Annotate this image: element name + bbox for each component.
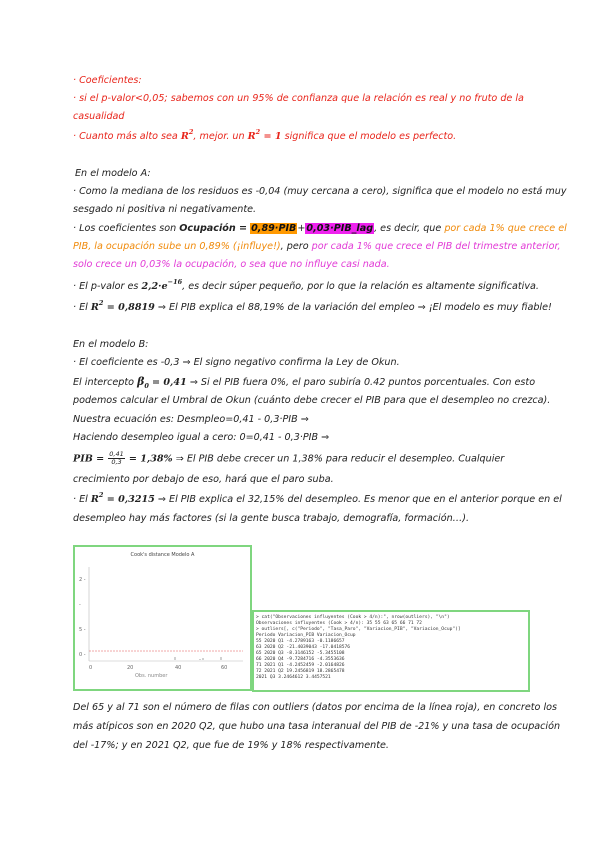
model-b-pib-threshold-line2: crecimiento por debajo de eso, hará que el paro suba. [73, 474, 334, 485]
x-tick: 0 [89, 665, 93, 671]
model-a-median-line2: sesgado ni positiva ni negativamente. [73, 204, 257, 215]
model-b-intercept-line2: podemos calcular el Umbral de Okun (cuánto debe crecer el PIB para que el desempleo no crezca). [73, 395, 551, 406]
model-a-coef-line3: solo crece un 0,03% la ocupación, o sea que no influye casi nada. [73, 259, 390, 270]
r-console-output [252, 610, 530, 692]
cooks-distance-plot [73, 545, 252, 691]
console-line: > cat("Observaciones influyentes (Cook > 4/n):", nrow(outliers), "\n") [256, 615, 450, 620]
x-tick: 40 [175, 665, 182, 671]
console-line: 71 2021 Q1 -4.2452459 -2.0164826 [256, 663, 345, 668]
model-a-coef-line2: PIB, la ocupación sube un 0,89% (¡influye!), pero por cada 1% que crece el PIB del trimestre anterior, [73, 241, 561, 252]
console-line: 72 2021 Q2 19.2456819 18.2865478 [256, 669, 345, 674]
conclusion-line3: del -17%; y en 2021 Q2, que fue de 19% y 18% respectivamente. [73, 740, 389, 751]
console-line: 66 2020 Q4 -9.7284716 -4.3553636 [256, 657, 345, 662]
model-a-r2-line: · El $R^2 = 0,8819$ ⇒ El PIB explica el 88,19% de la variación del empleo ⇒ ¡El modelo es muy fiable! [73, 299, 552, 313]
model-a-pvalue-line: · El p-valor es $2,2\cdot e^{-16}$, es decir súper pequeño, por lo que la relación es altamente significativa. [73, 278, 539, 292]
model-b-zero-equation: Haciendo desempleo igual a cero: 0=0,41 - 0,3·PIB ⇒ [73, 432, 330, 443]
conclusion-line2: más atípicos son en 2020 Q2, que hubo una tasa interanual del PIB de -21% y una tasa de ocupación [73, 721, 561, 732]
console-line: Observaciones influyentes (Cook > 4/n): 35 55 63 65 66 71 72 [256, 621, 422, 626]
model-b-r2-line1: · El $R^2 = 0,3215$ ⇒ El PIB explica el 32,15% del desempleo. Es menor que en el anterior porque en el [73, 491, 562, 505]
model-b-heading: En el modelo B: [73, 339, 149, 350]
model-b-equation: Nuestra ecuación es: Desmpleo=0,41 - 0,3·PIB ⇒ [73, 414, 309, 425]
y-tick: 5 - [79, 627, 86, 633]
highlight-pib-lag-coef: 0,03·PIB_lag [306, 223, 374, 234]
model-a-heading: En el modelo A: [75, 168, 151, 179]
model-b-coef-line: · El coeficiente es -0,3 ⇒ El signo negativo confirma la Ley de Okun. [73, 357, 400, 368]
r2-rule-line: · Cuanto más alto sea $R^2$, mejor. un $R^2 = 1$ significa que el modelo es perfecto. [73, 128, 457, 142]
console-line: Periodo Variacion_PIB Variacion_Ocup [256, 633, 356, 638]
x-axis-label: Obs. number [135, 673, 168, 679]
y-tick: - [79, 602, 81, 608]
y-tick: 2 - [79, 577, 86, 583]
console-line: 55 2020 Q1 -4.2789163 -0.1186657 [256, 639, 345, 644]
y-tick: 0 - [79, 652, 86, 658]
model-a-coef-line1: · Los coeficientes son Ocupación = 0,89·PIB+0,03·PIB_lag, es decir, que por cada 1% que crece el [73, 223, 567, 234]
plot-title: Cook's distance Modelo A [130, 552, 195, 558]
console-line: 65 2020 Q3 -8.3146152 -5.3455108 [256, 651, 345, 656]
fraction: $\frac{0,41}{0,3}$ [109, 450, 124, 466]
pvalue-rule-line2: casualidad [73, 111, 125, 122]
highlight-pib-coef: 0,89·PIB [251, 223, 297, 234]
x-tick: 60 [221, 665, 228, 671]
console-line: > outliers[, c("Periodo", "Tasa_Paro", "Variacion_PIB", "Variacion_Ocup")] [256, 627, 461, 632]
model-b-r2-line2: desempleo hay más factores (si la gente busca trabajo, demografía, formación…). [73, 513, 470, 524]
coef-title: · Coeficientes: [73, 75, 142, 86]
model-a-median-line1: · Como la mediana de los residuos es -0,04 (muy cercana a cero), significa que el modelo no está muy [73, 186, 567, 197]
console-line: 63 2020 Q2 -21.4039043 -17.0418576 [256, 645, 351, 650]
pvalue-rule-line1: · si el p-valor<0,05; sabemos con un 95% de confianza que la relación es real y no fruto de la [73, 93, 524, 104]
model-b-pib-threshold-line1: PIB = $\frac{0,41}{0,3}$ = 1,38% ⇒ El PIB debe crecer un 1,38% para reducir el desempleo. Cualquier [73, 450, 505, 466]
model-b-intercept-line1: El intercepto $\beta_0 = 0,41$ ⇒ Si el PIB fuera 0%, el paro subiría 0.42 puntos porcentuales. Con esto [73, 375, 536, 390]
console-line: 2021 Q3 3.2464612 3.4457521 [256, 675, 331, 680]
x-tick: 20 [127, 665, 134, 671]
conclusion-line1: Del 65 y al 71 son el número de filas con outliers (datos por encima de la línea roja), en concreto los [73, 702, 557, 713]
